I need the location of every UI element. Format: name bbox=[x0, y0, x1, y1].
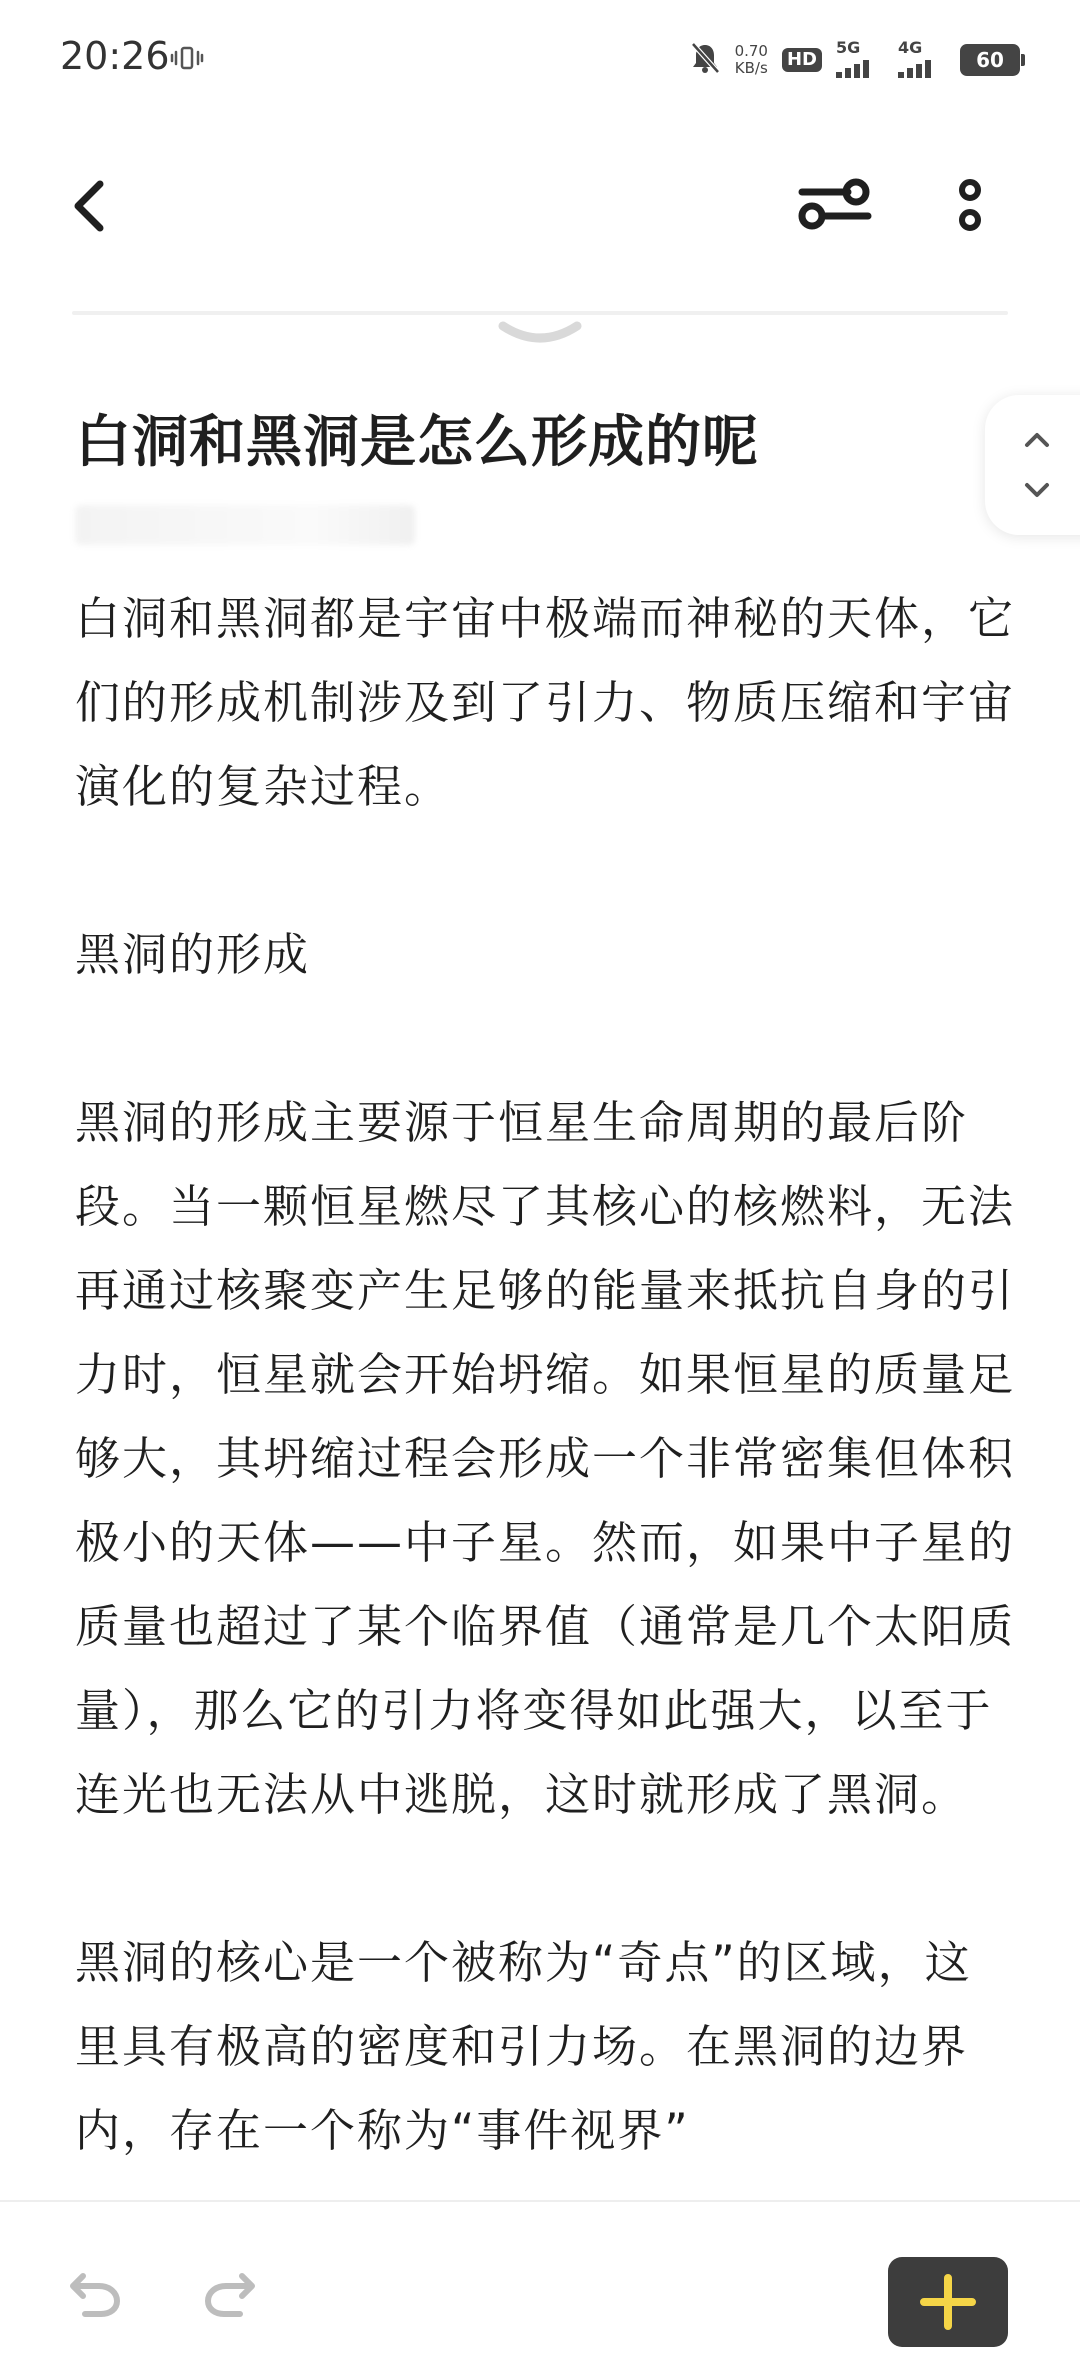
document-title[interactable]: 白洞和黑洞是怎么形成的呢 bbox=[75, 410, 759, 475]
status-indicators bbox=[689, 38, 1020, 82]
status-bar bbox=[0, 0, 1080, 120]
paragraph[interactable]: 白洞和黑洞都是宇宙中极端而神秘的天体，它们的形成机制涉及到了引力、物质压缩和宇宙演化的复杂过程。 bbox=[75, 592, 1016, 813]
more-options-button[interactable] bbox=[940, 170, 1000, 240]
paragraph[interactable]: 黑洞的核心是一个被称为“奇点”的区域，这里具有极高的密度和引力场。在黑洞的边界内，存在一个称为“事件视界” bbox=[75, 1936, 972, 2157]
hd-badge: HD bbox=[782, 48, 822, 72]
paragraph-gap bbox=[75, 829, 1015, 913]
sim1-signal-icon bbox=[836, 40, 884, 80]
plus-icon bbox=[918, 2272, 978, 2332]
network-speed-value: 0.70 bbox=[734, 42, 768, 60]
section-heading[interactable]: 黑洞的形成 bbox=[75, 928, 311, 981]
toolbar-divider bbox=[72, 311, 1008, 315]
chevron-left-icon bbox=[60, 170, 120, 240]
blurred-metadata bbox=[75, 505, 415, 545]
chevron-down-icon bbox=[1019, 477, 1055, 505]
status-time: 20:26 bbox=[60, 34, 170, 78]
scroll-nav-widget bbox=[985, 395, 1080, 535]
paragraph-gap bbox=[75, 997, 1015, 1081]
scroll-up-button[interactable] bbox=[1019, 425, 1055, 457]
add-button[interactable] bbox=[888, 2257, 1008, 2347]
tune-icon bbox=[790, 170, 880, 240]
network-speed-unit: KB/s bbox=[734, 59, 768, 77]
undo-icon bbox=[65, 2262, 125, 2322]
undo-button[interactable] bbox=[65, 2262, 125, 2326]
document-body[interactable] bbox=[75, 577, 1015, 2173]
paragraph[interactable]: 黑洞的形成主要源于恒星生命周期的最后阶段。当一颗恒星燃尽了其核心的核燃料，无法再通过核聚变产生足够的能量来抵抗自身的引力时，恒星就会开始坍缩。如果恒星的质量足够大，其坍缩过程会形成一个非常密集但体积极小的天体——中子星。然而，如果中子星的质量也超过了某个临界值（通常是几个太阳质量），那么它的引力将变得如此强大，以至于连光也无法从中逃脱，这时就形成了黑洞。 bbox=[75, 1096, 1016, 1821]
more-vertical-icon bbox=[940, 170, 1000, 240]
sim2-signal-icon bbox=[898, 40, 946, 80]
scroll-down-button[interactable] bbox=[1019, 477, 1055, 509]
redo-icon bbox=[200, 2262, 260, 2322]
vibrate-icon bbox=[170, 44, 204, 76]
sim1-network-type: 5G bbox=[836, 38, 861, 57]
network-speed bbox=[735, 43, 768, 77]
battery-icon bbox=[960, 44, 1020, 76]
paragraph-gap bbox=[75, 1837, 1015, 1921]
top-toolbar bbox=[0, 140, 1080, 270]
tune-button[interactable] bbox=[790, 170, 880, 240]
back-button[interactable] bbox=[60, 170, 120, 240]
chevron-up-icon bbox=[1019, 425, 1055, 453]
sim2-network-type: 4G bbox=[898, 38, 923, 57]
redo-button[interactable] bbox=[200, 2262, 260, 2326]
mute-bell-icon bbox=[689, 41, 721, 79]
chevron-down-icon[interactable] bbox=[495, 318, 585, 356]
bottom-toolbar bbox=[0, 2200, 1080, 2372]
battery-level: 60 bbox=[976, 48, 1004, 72]
